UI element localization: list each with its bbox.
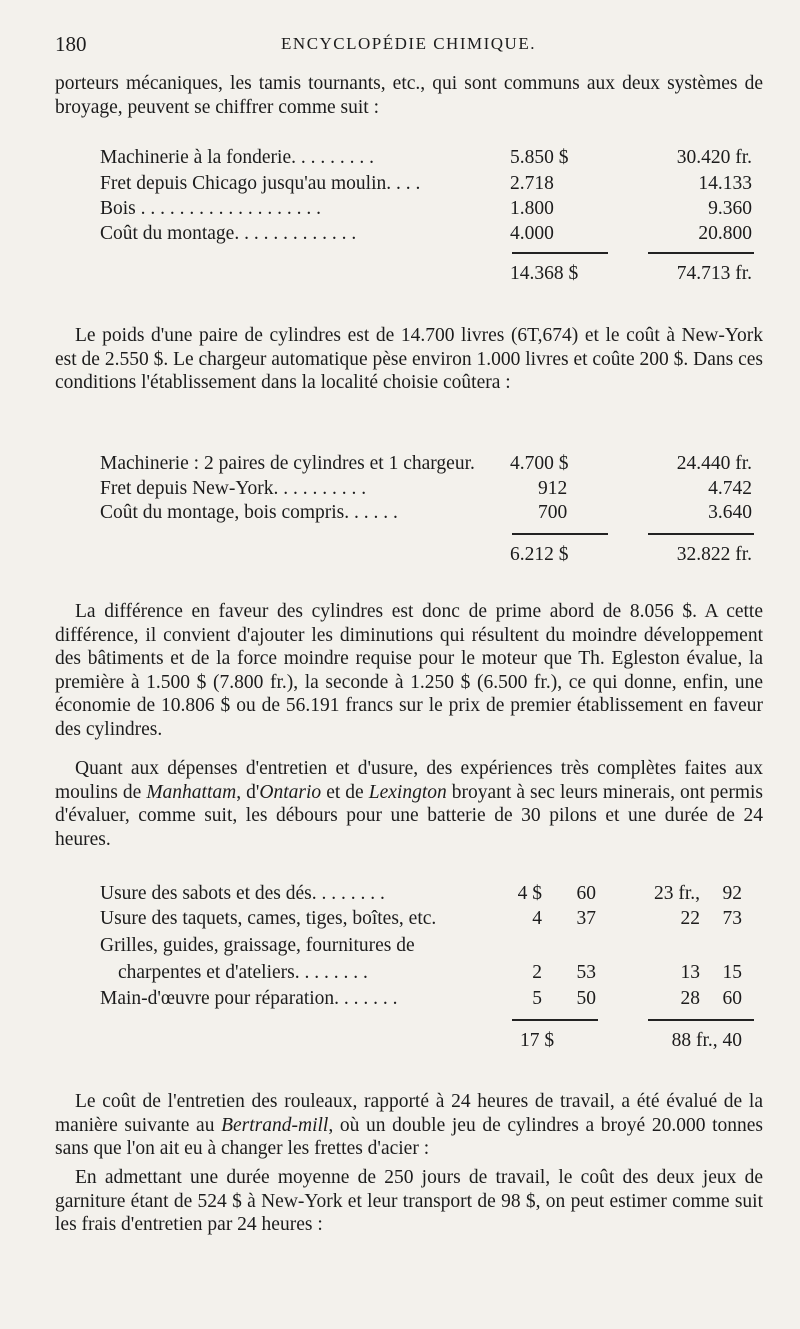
row-dollars: 5.850 $ (510, 147, 569, 168)
table-total-row (0, 262, 800, 286)
row-label: Bois . . . . . . . . . . . . . . . . . . . (100, 198, 322, 219)
row-francs: 28 (680, 988, 700, 1009)
row-label: Coût du montage. . . . . . . . . . . . . (100, 223, 357, 244)
row-label: charpentes et d'ateliers. . . . . . . . (118, 962, 368, 983)
table-total-row (0, 543, 800, 567)
mill-name: Lexington (368, 781, 447, 803)
row-francs: 24.440 fr. (676, 453, 752, 474)
row-francs: 13 (680, 962, 700, 983)
row-dollars: 2 (532, 962, 542, 983)
total-dollars: 17 $ (520, 1030, 555, 1051)
total-dollars: 6.212 $ (510, 544, 569, 565)
maintenance-paragraph: Quant aux dépenses d'entretien et d'usure, des expériences très complètes faites aux moulins de Manhattam, d'Ontario et de Lexington broyant à sec leurs minerais, ont permis d'évaluer, comme suit, les débours pour une batterie de 30 pilons et une durée de 24 heures. (55, 758, 763, 850)
row-label: Main-d'œuvre pour réparation. . . . . . . (100, 988, 398, 1009)
row-label: Machinerie : 2 paires de cylindres et 1 chargeur. (100, 453, 475, 474)
row-dollars: 4 $ (517, 883, 542, 904)
row-label: Fret depuis New-York. . . . . . . . . . (100, 478, 367, 499)
table-row (0, 934, 800, 958)
total-rule-francs (648, 1019, 754, 1021)
running-title: ENCYCLOPÉDIE CHIMIQUE. (281, 34, 536, 53)
row-label: Fret depuis Chicago jusqu'au moulin. . . . (100, 173, 421, 194)
total-rule-francs (648, 533, 754, 535)
total-rule-dollars (512, 1019, 598, 1021)
table-row (0, 882, 800, 906)
row-cents: 53 (576, 962, 596, 983)
row-cents: 37 (576, 908, 596, 929)
table-row (0, 987, 800, 1011)
row-francs: 20.800 (698, 223, 752, 244)
table-row (0, 172, 800, 196)
row-centimes: 92 (722, 883, 742, 904)
row-centimes: 15 (722, 962, 742, 983)
row-dollars: 912 (538, 478, 568, 499)
row-francs: 9.360 (708, 198, 752, 219)
row-francs: 22 (680, 908, 700, 929)
table-row (0, 452, 800, 476)
total-francs: 88 fr., 40 (671, 1030, 742, 1051)
row-dollars: 4.000 (510, 223, 554, 244)
row-label: Machinerie à la fonderie. . . . . . . . . (100, 147, 374, 168)
row-centimes: 60 (722, 988, 742, 1009)
row-dollars: 4 (532, 908, 542, 929)
row-label: Usure des sabots et des dés. . . . . . . . (100, 883, 385, 904)
table-row (0, 907, 800, 931)
table-total-row (0, 1029, 800, 1053)
row-dollars: 4.700 $ (510, 453, 569, 474)
table-row (0, 146, 800, 170)
mill-name: Ontario (259, 781, 322, 803)
total-rule-dollars (512, 533, 608, 535)
average-duration-paragraph: En admettant une durée moyenne de 250 jours de travail, le coût des deux jeux de garniture étant de 524 $ à New-York et leur transport de 98 $, on peut estimer comme suit les frais d'entretien par 24 heures : (55, 1167, 763, 1235)
row-francs: 30.420 fr. (676, 147, 752, 168)
row-label: Usure des taquets, cames, tiges, boîtes, etc. (100, 908, 437, 929)
row-dollars: 1.800 (510, 198, 554, 219)
row-dollars: 5 (532, 988, 542, 1009)
total-dollars: 14.368 $ (510, 263, 579, 284)
intro-paragraph: porteurs mécaniques, les tamis tournants, etc., qui sont communs aux deux systèmes de broyage, peuvent se chiffrer comme suit : (55, 73, 763, 118)
difference-paragraph: La différence en faveur des cylindres est donc de prime abord de 8.056 $. A cette différence, il convient d'ajouter les diminutions qui résultent du moindre développement des bâtiments et de la force moindre requise pour le moteur que Th. Egleston évalue, la première à 1.500 $ (7.800 fr.), la seconde à 1.250 $ (6.500 fr.), ce qui donne, enfin, une économie de 10.806 $ ou de 56.191 francs sur le prix de premier établissement en faveur des cylindres. (55, 601, 763, 740)
table-row (0, 501, 800, 525)
table-row (0, 961, 800, 985)
cylinder-weight-paragraph: Le poids d'une paire de cylindres est de 14.700 livres (6T,674) et le coût à New-York est de 2.550 $. Le chargeur automatique pèse environ 1.000 livres et coûte 200 $. Dans ces conditions l'établissement dans la localité choisie coûtera : (55, 325, 763, 393)
page-number: 180 (55, 32, 87, 56)
row-dollars: 2.718 (510, 173, 554, 194)
row-cents: 60 (576, 883, 596, 904)
total-rule-francs (648, 252, 754, 254)
row-francs: 3.640 (708, 502, 752, 523)
row-francs: 4.742 (708, 478, 752, 499)
row-cents: 50 (576, 988, 596, 1009)
mill-name: Manhattam (146, 781, 237, 803)
table-row (0, 222, 800, 246)
row-label: Grilles, guides, graissage, fournitures de (100, 935, 415, 956)
table-row (0, 477, 800, 501)
total-francs: 74.713 fr. (676, 263, 752, 284)
row-francs: 23 fr., (653, 883, 700, 904)
running-header (55, 32, 762, 58)
row-label: Coût du montage, bois compris. . . . . . (100, 502, 398, 523)
row-dollars: 700 (538, 502, 568, 523)
row-centimes: 73 (722, 908, 742, 929)
roller-maintenance-paragraph: Le coût de l'entretien des rouleaux, rapporté à 24 heures de travail, a été évalué de la manière suivante au Bertrand-mill, où un double jeu de cylindres a broyé 20.000 tonnes sans que l'on ait eu à changer les frettes d'acier : (55, 1091, 763, 1159)
total-rule-dollars (512, 252, 608, 254)
table-row (0, 197, 800, 221)
mill-name: Bertrand-mill (221, 1114, 329, 1136)
total-francs: 32.822 fr. (676, 544, 752, 565)
row-francs: 14.133 (698, 173, 752, 194)
